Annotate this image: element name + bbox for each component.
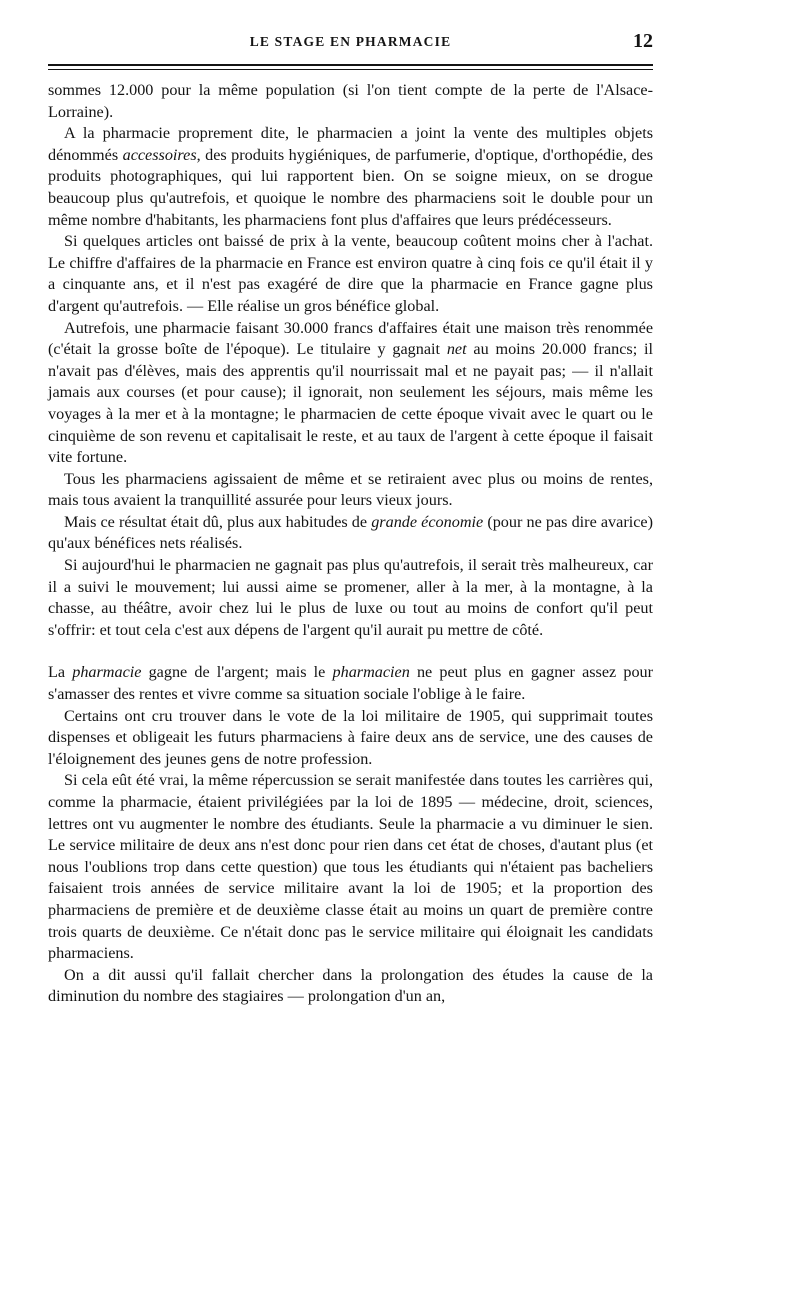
text-run: ne peut plus en gagner assez pour s'amasser des rentes et vivre comme sa situation sociale l'oblige à le faire. [48, 663, 654, 704]
italic-run: pharmacie [72, 663, 142, 682]
text-run: Mais ce résultat était dû, plus aux habitudes de [64, 512, 372, 531]
paragraph [48, 770, 653, 964]
paragraph [48, 706, 653, 771]
paragraph-continuation [48, 80, 653, 123]
italic-run: pharmacien [332, 663, 410, 682]
italic-run: grande économie [371, 512, 484, 531]
header-rule-thin [48, 69, 653, 70]
text-run: au moins 20.000 francs; il n'avait pas d'élèves, mais des apprentis qu'il nourrissait mal et ne payait pas; — il n'allait jamais aux courses (et pour cause); il ignorait, non seulement les séjours, mais même les voyages à la mer et à la montagne; le pharmacien de cette époque vivait avec le quart ou le cinquième de son revenu et capitalisait le reste, et au taux de l'argent à cette époque il faisait vite fortune. [48, 340, 654, 467]
paragraph [48, 662, 653, 705]
page-number: 12 [633, 30, 653, 52]
text-run: Si aujourd'hui le pharmacien ne gagnait pas plus qu'autrefois, il serait très malheureux, car il a suivi le mouvement; lui aussi aime se promener, aller à la mer, à la montagne, à la chasse, au théâtre, avoir chez lui le plus de luxe ou tout au moins de confort qu'il peut s'offrir: et tout cela c'est aux dépens de l'argent qu'il aurait pu mettre de côté. [48, 556, 653, 639]
text-run: La [48, 663, 73, 682]
paragraph [48, 469, 653, 512]
text-run: Tous les pharmaciens agissaient de même et se retiraient avec plus ou moins de rentes, mais tous avaient la tranquillité assurée pour leurs vieux jours. [48, 469, 653, 510]
text-run: Autrefois, une pharmacie faisant 30.000 francs d'affaires était une maison très renommée (c'était la grosse boîte de l'époque). Le titulaire y gagnait [48, 318, 653, 359]
paragraph [48, 123, 653, 231]
page-header [48, 30, 653, 60]
paragraph [48, 555, 653, 641]
text-run: Si quelques articles ont baissé de prix à la vente, beaucoup coûtent moins cher à l'achat. Le chiffre d'affaires de la pharmacie en France est environ quatre à cinq fois ce qu'il était il y a cinquante ans, et il n'est pas exagéré de dire que la pharmacie en France gagne plus d'argent qu'autrefois. — Elle réalise un gros bénéfice global. [48, 232, 653, 315]
running-title: LE STAGE EN PHARMACIE [249, 34, 452, 49]
body-text [48, 80, 653, 1008]
text-run: Certains ont cru trouver dans le vote de la loi militaire de 1905, qui supprimait toutes dispenses et obligeait les futurs pharmaciens à faire deux ans de service, une des causes de l'éloignement des jeunes gens de notre profession. [48, 706, 653, 768]
header-rule [48, 64, 653, 66]
text-run: Si cela eût été vrai, la même répercussion se serait manifestée dans toutes les carrières qui, comme la pharmacie, étaient privilégiées par la loi de 1895 — médecine, droit, sciences, lettres ont vu augmenter le nombre des étudiants. Seule la pharmacie a vu diminuer le sien. Le service militaire de deux ans n'est donc pour rien dans cet état de choses, d'autant plus (et nous l'oublions trop dans cette question) que tous les étudiants qui n'étaient pas bacheliers faisaient trois années de service militaire avant la loi de 1905; et la proportion des pharmaciens de première et de deuxième classe était au moins un quart de première contre trois quarts de deuxième. Ce n'était donc pas le service militaire qui éloignait les candidats pharmaciens. [48, 771, 653, 963]
italic-run: accessoires [122, 145, 197, 164]
paragraph [48, 512, 653, 555]
text-run: (pour ne pas dire avarice) qu'aux bénéfices nets réalisés. [48, 512, 653, 553]
paragraph [48, 231, 653, 317]
paragraph [48, 318, 653, 469]
text-run: On a dit aussi qu'il fallait chercher dans la prolongation des études la cause de la diminution du nombre des stagiaires — prolongation d'un an, [48, 965, 653, 1006]
text-run: , des produits hygiéniques, de parfumerie, d'optique, d'orthopédie, des produits photographiques, qui lui rapportent bien. On se soigne mieux, on se drogue beaucoup plus qu'autrefois, et quoique le nombre des pharmaciens soit le double pour un même nombre d'habitants, les pharmaciens font plus d'affaires que leurs prédécesseurs. [48, 145, 653, 229]
italic-run: net [446, 340, 467, 359]
text-run: A la pharmacie proprement dite, le pharmacien a joint la vente des multiples objets dénommés [48, 124, 653, 164]
paragraph [48, 965, 653, 1008]
text-run: sommes 12.000 pour la même population (si l'on tient compte de la perte de l'Alsace-Lorraine). [48, 81, 653, 121]
text-run: gagne de l'argent; mais le [141, 663, 333, 682]
